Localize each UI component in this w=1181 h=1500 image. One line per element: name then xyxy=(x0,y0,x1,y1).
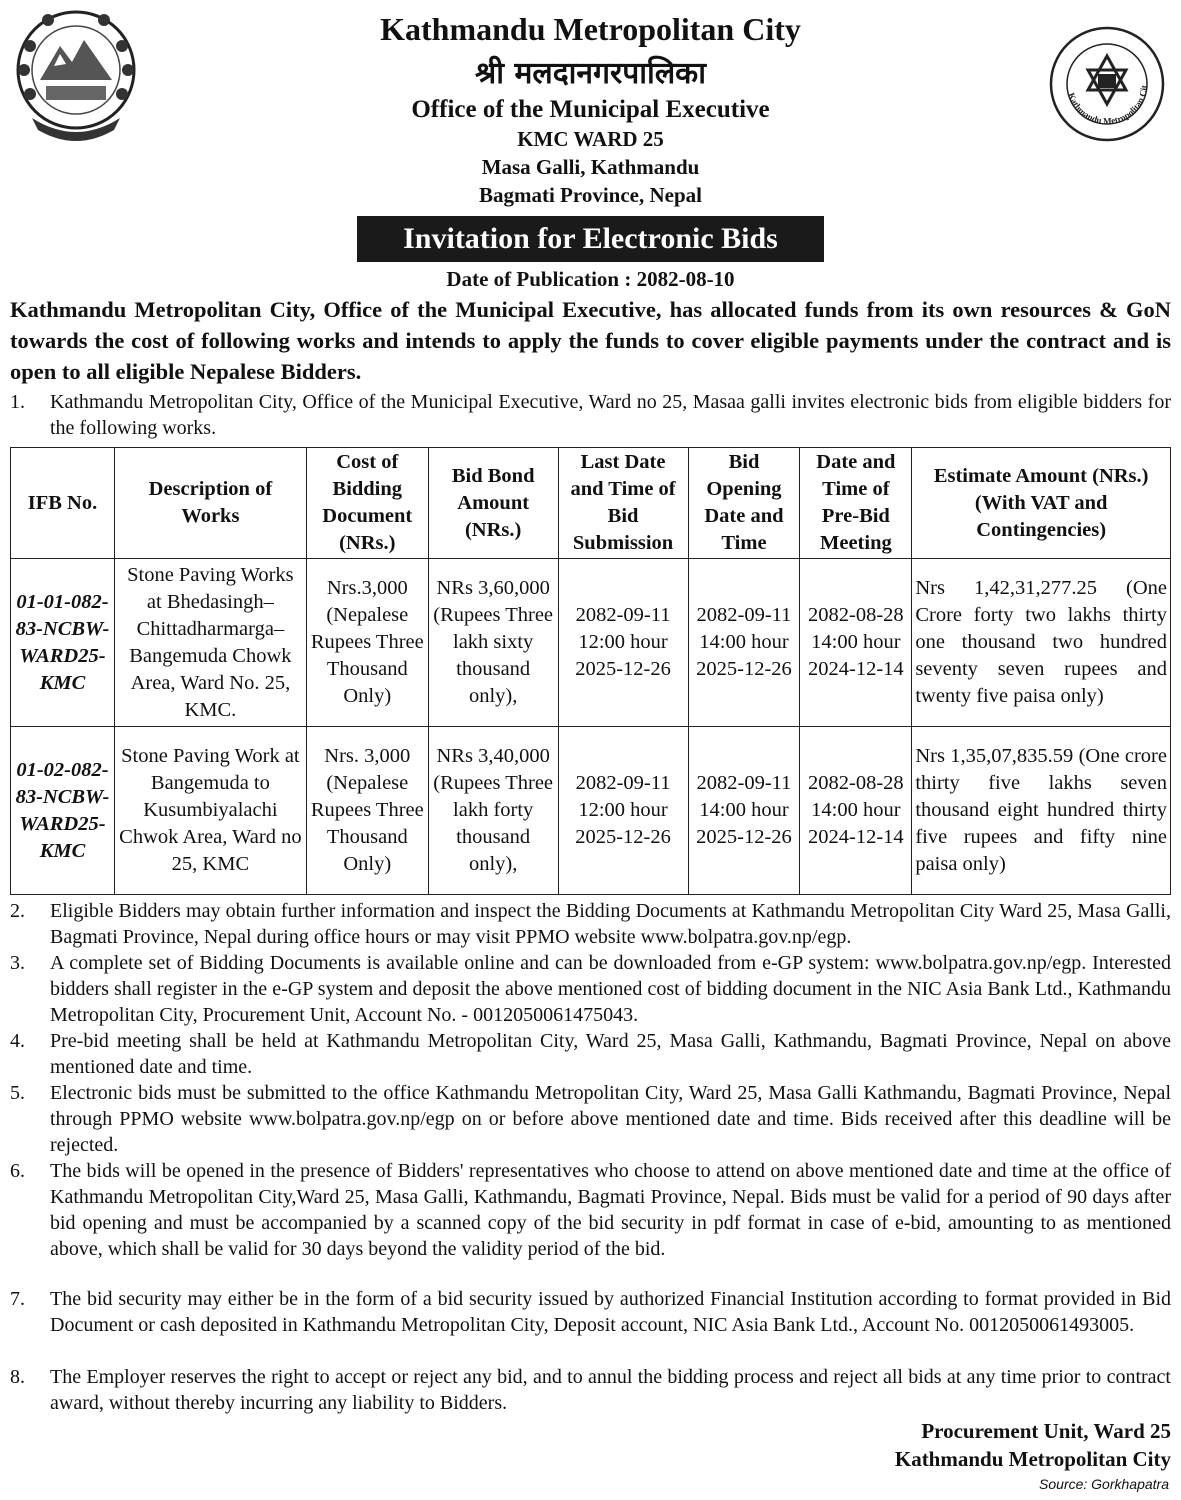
item-number: 8. xyxy=(10,1366,25,1388)
opening-date: 2082-09-11 14:00 hour 2025-12-26 xyxy=(688,559,800,727)
opening-date: 2082-09-11 14:00 hour 2025-12-26 xyxy=(688,727,800,895)
address-line: Masa Galli, Kathmandu xyxy=(481,155,700,179)
item-number: 5. xyxy=(10,1082,25,1104)
item-text: Electronic bids must be submitted to the office Kathmandu Metropolitan City, Ward 25, Masa Galli Kathmandu, Bagmati Province, Nepal through PPMO website www.bolpatra.gov.np/egp on or before above mentioned date and time. Bids received after this deadline will be rejected. xyxy=(50,1082,1171,1156)
item-text: Pre-bid meeting shall be held at Kathmandu Metropolitan City, Ward 25, Masa Galli, Kathmandu, Bagmati Province, Nepal on above mentioned date and time. xyxy=(50,1030,1171,1078)
bid-bond: NRs 3,60,000 (Rupees Three lakh sixty thousand only), xyxy=(428,559,558,727)
item-number: 6. xyxy=(10,1160,25,1182)
item-text: A complete set of Bidding Documents is available online and can be downloaded from e-GP system: www.bolpatra.gov.np/egp. Interested bidders shall register in the e-GP system and deposit the above mentioned cost of bidding document in the NIC Asia Bank Ltd., Kathmandu Metropolitan City, Procurement Unit, Account No. - 0012050061475043. xyxy=(50,952,1171,1026)
svg-text:Kathmandu Metropolitan City: Kathmandu Metropolitan Cit xyxy=(1066,84,1149,127)
bids-table xyxy=(10,447,1171,895)
signature-city: Kathmandu Metropolitan City xyxy=(894,1447,1171,1471)
item-text: The bid security may either be in the form of a bid security issued by authorized Financial Institution according to format provided in Bid Document or cash deposited in Kathmandu Metropolitan City, Deposit account, NIC Asia Bank Ltd., Account No. 0012050061493005. xyxy=(50,1288,1171,1336)
kmc-seal-icon xyxy=(1040,24,1174,144)
col-ifb-no: IFB No. xyxy=(11,448,115,559)
item-text: Kathmandu Metropolitan City, Office of the Municipal Executive, Ward no 25, Masaa galli invites electronic bids from eligible bidders for the following works. xyxy=(50,391,1171,439)
list-item xyxy=(10,1158,1171,1262)
item-text: The Employer reserves the right to accept or reject any bid, and to annul the bidding process and reject all bids at any time prior to contract award, without thereby incurring any liability to Bidders. xyxy=(50,1366,1171,1414)
source-credit: Source: Gorkhapatra xyxy=(1039,1476,1169,1492)
list-item xyxy=(10,1286,1171,1338)
col-description: Description of Works xyxy=(114,448,306,559)
item-number: 2. xyxy=(10,900,25,922)
item-number: 4. xyxy=(10,1030,25,1052)
col-opening: Bid Opening Date and Time xyxy=(688,448,800,559)
submission-date: 2082-09-11 12:00 hour 2025-12-26 xyxy=(558,559,688,727)
ifb-number: 01-02-082-83-NCBW-WARD25-KMC xyxy=(11,727,115,895)
province-line: Bagmati Province, Nepal xyxy=(478,183,702,207)
signature-unit: Procurement Unit, Ward 25 xyxy=(921,1419,1171,1443)
table-header-row xyxy=(11,448,1171,559)
list-item xyxy=(10,1080,1171,1158)
estimate-amount: Nrs 1,35,07,835.59 (One crore thirty five lakhs seven thousand eight hundred thirty five rupees and fifty nine paisa only) xyxy=(912,727,1171,895)
doc-cost: Nrs.3,000 (Nepalese Rupees Three Thousand Only) xyxy=(306,559,428,727)
bid-bond: NRs 3,40,000 (Rupees Three lakh forty thousand only), xyxy=(428,727,558,895)
col-prebid: Date and Time of Pre-Bid Meeting xyxy=(800,448,912,559)
list-item xyxy=(10,389,1171,441)
table-row xyxy=(11,727,1171,895)
nepal-emblem-icon xyxy=(10,6,142,146)
work-description: Stone Paving Work at Bangemuda to Kusumbiyalachi Chwok Area, Ward no 25, KMC xyxy=(114,727,306,895)
work-description: Stone Paving Works at Bhedasingh–Chittadharmarga–Bangemuda Chowk Area, Ward No. 25, KMC. xyxy=(114,559,306,727)
city-title: Kathmandu Metropolitan City xyxy=(380,11,801,47)
intro-paragraph: Kathmandu Metropolitan City, Office of the Municipal Executive, has allocated funds from its own resources & GoN towards the cost of following works and intends to apply the funds to cover eligible payments under the contract and is open to all eligible Nepalese Bidders. xyxy=(10,297,1171,384)
ward-name: KMC WARD 25 xyxy=(517,127,664,151)
submission-date: 2082-09-11 12:00 hour 2025-12-26 xyxy=(558,727,688,895)
ifb-number: 01-01-082-83-NCBW-WARD25-KMC xyxy=(11,559,115,727)
item-text: The bids will be opened in the presence of Bidders' representatives who choose to attend on above mentioned date and time at the office of Kathmandu Metropolitan City,Ward 25, Masa Galli, Kathmandu, Bagmati Province, Nepal. Bids must be valid for a period of 90 days after bid opening and must be accompanied by a scanned copy of the bid security in pdf format in case of e-bid, amounting to as mentioned above, which shall be valid for 30 days beyond the validity period of the bid. xyxy=(50,1160,1171,1260)
col-estimate: Estimate Amount (NRs.) (With VAT and Contingencies) xyxy=(912,448,1171,559)
item-number: 1. xyxy=(10,391,25,413)
doc-cost: Nrs. 3,000 (Nepalese Rupees Three Thousand Only) xyxy=(306,727,428,895)
list-item xyxy=(10,1364,1171,1416)
col-submission: Last Date and Time of Bid Submission xyxy=(558,448,688,559)
list-item xyxy=(10,1028,1171,1080)
notice-banner: Invitation for Electronic Bids xyxy=(357,216,824,262)
list-item xyxy=(10,898,1171,950)
prebid-date: 2082-08-28 14:00 hour 2024-12-14 xyxy=(800,559,912,727)
item-text: Eligible Bidders may obtain further information and inspect the Bidding Documents at Kathmandu Metropolitan City Ward 25, Masa Galli, Bagmati Province, Nepal during office hours or may visit PPMO website www.bolpatra.gov.np/egp. xyxy=(50,900,1171,948)
prebid-date: 2082-08-28 14:00 hour 2024-12-14 xyxy=(800,727,912,895)
col-doc-cost: Cost of Bidding Document (NRs.) xyxy=(306,448,428,559)
list-item xyxy=(10,950,1171,1028)
estimate-amount: Nrs 1,42,31,277.25 (One Crore forty two lakhs thirty one thousand two hundred seventy seven rupees and twenty five paisa only) xyxy=(912,559,1171,727)
table-row xyxy=(11,559,1171,727)
office-name: Office of the Municipal Executive xyxy=(411,96,770,123)
item-number: 3. xyxy=(10,952,25,974)
item-number: 7. xyxy=(10,1288,25,1310)
devanagari-title: श्री मलदानगरपालिका xyxy=(475,56,706,91)
col-bid-bond: Bid Bond Amount (NRs.) xyxy=(428,448,558,559)
publication-date: Date of Publication : 2082-08-10 xyxy=(446,267,735,291)
